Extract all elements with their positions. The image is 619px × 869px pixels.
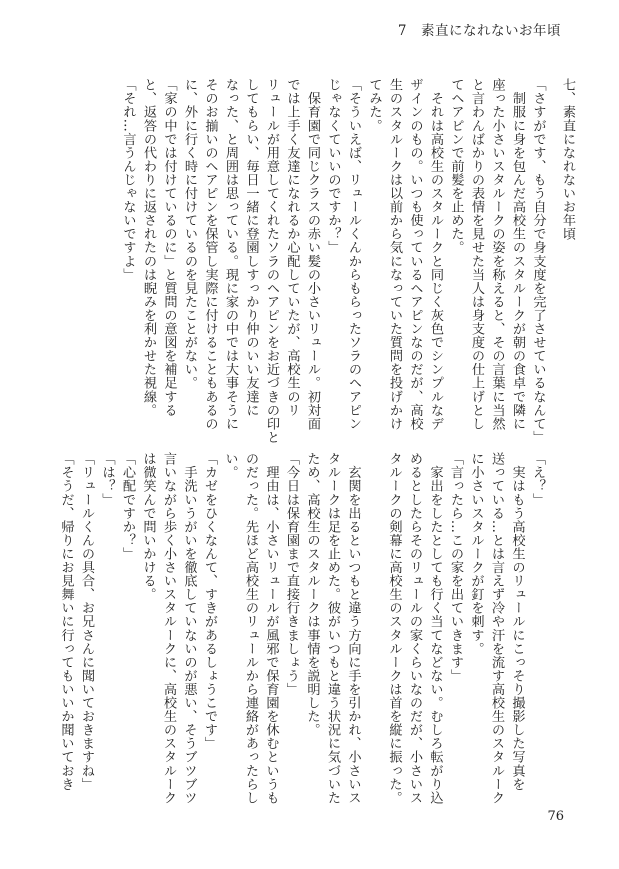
text-line: してもらい、毎日一緒に登園しすっかり仲のいい友達に — [243, 78, 259, 417]
text-line: 送っている…とは言えず冷や汗を流す高校生のスタルーク — [489, 452, 504, 805]
text-line: 理由は、小さいリュールが風邪で保育園を休むというも — [263, 452, 279, 805]
text-line: 「は？」 — [99, 452, 115, 507]
text-line: ため、高校生のスタルークは事情を説明した。 — [304, 452, 320, 737]
text-column-bottom — [58, 452, 547, 805]
text-line: じゃなくていいのですか？」 — [325, 78, 341, 255]
text-line: 玄関を出るといつもと違う方向に手を引かれ、小さいス — [345, 452, 361, 805]
page-number: 76 — [547, 809, 564, 824]
text-line: 「家の中では付けているのに」と質問の意図を補足する — [161, 78, 177, 417]
text-line: タルークの剣幕に高校生のスタルークは首を縦に振った。 — [386, 452, 402, 805]
text-line: 家出をしたとしても行く当てなどない。むしろ転がり込 — [427, 452, 443, 805]
text-line: 実はもう高校生のリュールにこっそり撮影した写真を — [509, 452, 525, 791]
text-line: 手洗いうがいを徹底していないのが悪い、そうブツブツ — [181, 452, 197, 805]
running-header: 7 素直になれないお年頃 — [397, 23, 561, 39]
text-line: 「言ったら…この家を出ていきます」 — [448, 452, 463, 683]
text-line: い。 — [222, 452, 238, 480]
text-line: それは高校生のスタルークと同じく灰色でシンプルなデ — [428, 78, 443, 431]
text-line: に、外に行く時に付けているのを見たことがない。 — [182, 78, 197, 390]
text-line: 「リュールくんの具合、お兄さんに聞いておきますね」 — [79, 452, 94, 791]
text-line: めるとしたらそのリュールの家くらいなのだが、小さいス — [407, 452, 422, 805]
text-line: 座った小さいスタルークの姿を称えると、その言葉に当然 — [489, 78, 505, 431]
text-line: てみた。 — [366, 78, 382, 133]
text-line: タルークは足を止めた。彼がいつもと違う状況に気づいた — [325, 452, 340, 805]
text-line: では上手く友達になれるか心配していたが、高校生のリ — [284, 78, 300, 417]
text-line: に小さいスタルークが釘を刺す。 — [468, 452, 484, 656]
text-line: そのお揃いのヘアピンを保管し実際に付けることもあるの — [202, 78, 218, 431]
text-line: のだった。先ほど高校生のリュールから連絡があったらし — [243, 452, 258, 805]
text-line: 保育園で同じクラスの赤い髪の小さいリュール。初対面 — [305, 78, 320, 431]
text-line: と、返答の代わりに返されたのは睨みを利かせた視線。 — [141, 78, 156, 417]
text-line: と言わんばかりの表情を見せた当人は身支度の仕上げとし — [469, 78, 484, 431]
text-line: 「そういえば、リュールくんからもらったソラのヘアピン — [346, 78, 361, 431]
text-column-top — [120, 78, 577, 444]
text-line: 「さすがです、もう自分で身支度を完了させているなんて」 — [530, 78, 546, 444]
text-line: なった、と周囲は思っている。現に家の中では大事そうに — [223, 78, 238, 431]
text-line: リュールが用意してくれたソラのヘアピンをお近づきの印と — [264, 78, 279, 444]
chapter-title: 七、素直になれないお年頃 — [560, 78, 575, 241]
text-line: は微笑んで問いかける。 — [140, 452, 156, 602]
text-line: 「え？」 — [530, 452, 545, 507]
text-line: 「心配ですか？」 — [120, 452, 135, 561]
text-line: 「カゼをひくなんて、すきがあるしょうこです」 — [202, 452, 217, 751]
text-line: 生のスタルークは以前から気になっていた質問を投げかけ — [387, 78, 402, 431]
text-line: ザインのもの。いつも使っているヘアピンなのだが、高校 — [407, 78, 423, 431]
text-line: 言いながら歩く小さいスタルークに、高校生のスタルーク — [161, 452, 176, 805]
text-line: 制服に身を包んだ高校生のスタルークが朝の食卓で隣に — [510, 78, 525, 431]
text-line: 「それ…言うんじゃないですよ」 — [120, 78, 136, 282]
text-line: 「今日は保育園まで直接行きましょう」 — [284, 452, 299, 696]
text-line — [363, 452, 384, 742]
text-line: 「そうだ、帰りにお見舞いに行ってもいいか聞いておき — [58, 452, 74, 791]
text-line: てヘアピンで前髪を止めた。 — [448, 78, 464, 255]
